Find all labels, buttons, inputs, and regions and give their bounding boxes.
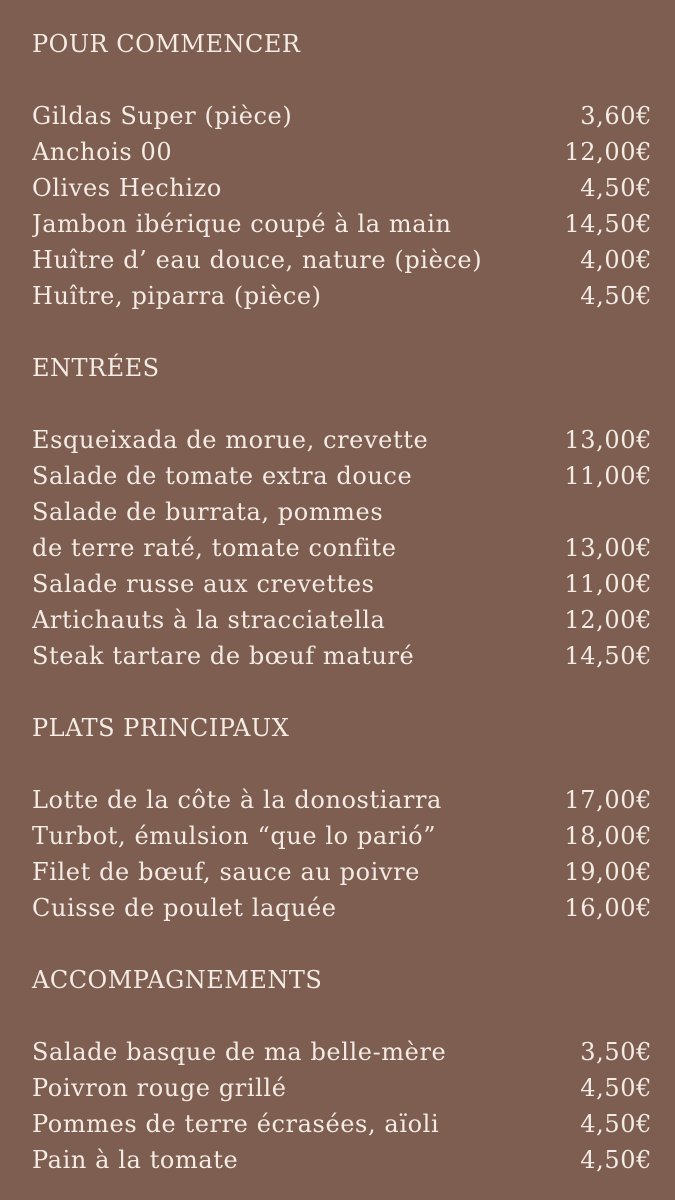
section-title: POUR COMMENCER xyxy=(32,30,301,58)
item-name: Salade basque de ma belle-mère xyxy=(32,1038,447,1066)
item-name: Turbot, émulsion “que lo parió” xyxy=(32,822,437,850)
item-name: Cuisse de poulet laquée xyxy=(32,894,337,922)
menu-item xyxy=(32,854,652,890)
section-accompagnements xyxy=(32,962,652,1178)
item-name: Gildas Super (pièce) xyxy=(32,102,293,130)
menu-item xyxy=(32,818,652,854)
item-price: 16,00€ xyxy=(564,894,652,922)
menu-item xyxy=(32,1070,652,1106)
menu-item xyxy=(32,170,652,206)
item-name: Huître, piparra (pièce) xyxy=(32,282,322,310)
item-name: Poivron rouge grillé xyxy=(32,1074,287,1102)
item-name: Pain à la tomate xyxy=(32,1146,239,1174)
menu-item xyxy=(32,566,652,602)
item-price: 17,00€ xyxy=(564,786,652,814)
menu xyxy=(32,26,652,1178)
item-price: 13,00€ xyxy=(564,426,652,454)
section-entrees xyxy=(32,350,652,674)
menu-item xyxy=(32,458,652,494)
item-price: 14,50€ xyxy=(564,642,652,670)
item-name: Esqueixada de morue, crevette xyxy=(32,426,429,454)
item-price: 4,50€ xyxy=(580,174,652,202)
item-name: Pommes de terre écrasées, aïoli xyxy=(32,1110,440,1138)
item-name: Olives Hechizo xyxy=(32,174,222,202)
item-name: Salade de burrata, pommes de terre raté, tomate confite xyxy=(32,498,397,562)
menu-item xyxy=(32,638,652,674)
item-name: Filet de bœuf, sauce au poivre xyxy=(32,858,420,886)
item-price: 12,00€ xyxy=(564,138,652,166)
menu-item xyxy=(32,494,652,566)
item-price: 14,50€ xyxy=(564,210,652,238)
item-price: 4,50€ xyxy=(580,1074,652,1102)
item-price: 18,00€ xyxy=(564,822,652,850)
menu-item xyxy=(32,602,652,638)
menu-item xyxy=(32,206,652,242)
item-price: 4,50€ xyxy=(580,1110,652,1138)
section-plats-principaux xyxy=(32,710,652,926)
item-name: Salade de tomate extra douce xyxy=(32,462,413,490)
menu-item xyxy=(32,278,652,314)
menu-item xyxy=(32,782,652,818)
item-price: 4,00€ xyxy=(580,246,652,274)
item-price: 3,50€ xyxy=(580,1038,652,1066)
section-pour-commencer xyxy=(32,26,652,314)
menu-item xyxy=(32,98,652,134)
menu-item xyxy=(32,1142,652,1178)
item-price: 12,00€ xyxy=(564,606,652,634)
item-price: 19,00€ xyxy=(564,858,652,886)
item-price: 13,00€ xyxy=(564,534,652,562)
item-name: Lotte de la côte à la donostiarra xyxy=(32,786,442,814)
menu-item xyxy=(32,890,652,926)
menu-item xyxy=(32,242,652,278)
menu-item xyxy=(32,422,652,458)
item-name: Salade russe aux crevettes xyxy=(32,570,375,598)
section-title: PLATS PRINCIPAUX xyxy=(32,714,290,742)
item-price: 4,50€ xyxy=(580,282,652,310)
section-title: ACCOMPAGNEMENTS xyxy=(32,966,323,994)
item-price: 4,50€ xyxy=(580,1146,652,1174)
item-name: Huître d’ eau douce, nature (pièce) xyxy=(32,246,483,274)
item-name: Artichauts à la stracciatella xyxy=(32,606,386,634)
item-price: 3,60€ xyxy=(580,102,652,130)
item-name: Anchois 00 xyxy=(32,138,173,166)
item-name: Steak tartare de bœuf maturé xyxy=(32,642,415,670)
item-price: 11,00€ xyxy=(564,462,652,490)
item-price: 11,00€ xyxy=(564,570,652,598)
menu-item xyxy=(32,1034,652,1070)
section-title: ENTRÉES xyxy=(32,354,160,382)
menu-item xyxy=(32,1106,652,1142)
item-name: Jambon ibérique coupé à la main xyxy=(32,210,452,238)
menu-item xyxy=(32,134,652,170)
